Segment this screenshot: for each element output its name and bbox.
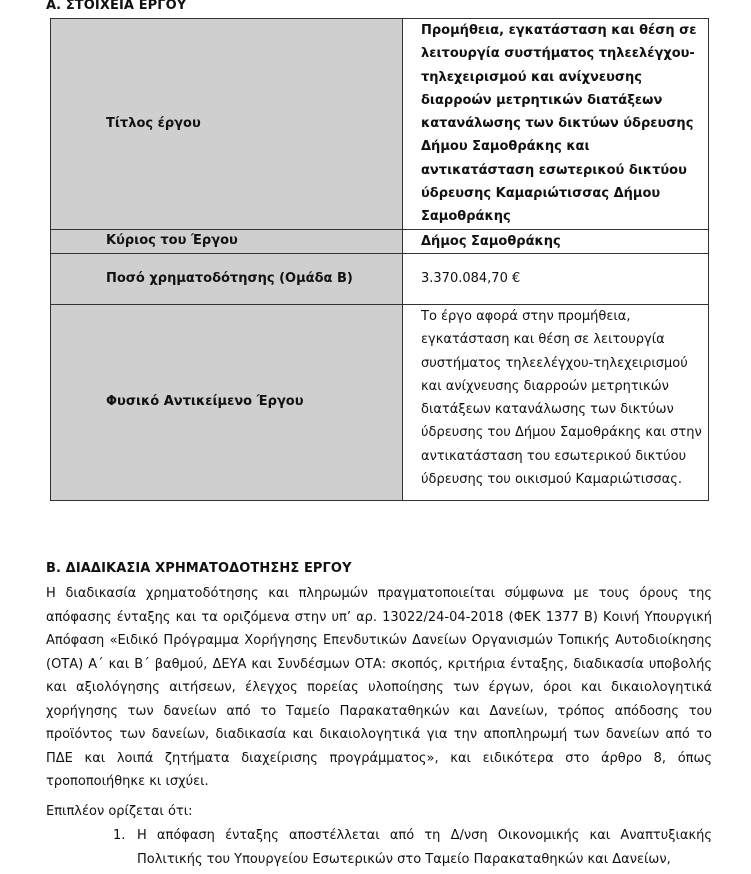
project-details-table (50, 18, 709, 501)
list-item-number: 1. (113, 828, 126, 843)
label-funding-amount: Ποσό χρηματοδότησης (Ομάδα Β) (51, 253, 403, 304)
label-physical-object: Φυσικό Αντικείμενο Έργου (51, 304, 403, 500)
list-item-text: Η απόφαση ένταξης αποστέλλεται από τη Δ/νση Οικονομικής και Αναπτυξιακής Πολιτικής του Υπουργείου Εσωτερικών στο Ταμείο Παρακαταθηκών και Δανείων, (137, 828, 712, 867)
table-row-physical-object (51, 304, 709, 500)
list-item (113, 824, 712, 871)
value-physical-object: Το έργο αφορά στην προμήθεια, εγκατάσταση και θέση σε λειτουργία συστήματος τηλεελέγχου-τηλεχειρισμού και ανίχνευσης διαρροών μετρητικών διατάξεων κατανάλωσης των δικτύων ύδρευσης του Δήμου Σαμοθράκης και στην αντικατάσταση του εσωτερικού δικτύου ύδρευσης του οικισμού Καμαριώτισσας. (403, 304, 709, 500)
additional-provisions-label: Επιπλέον ορίζεται ότι: (46, 804, 193, 819)
value-project-title: Προμήθεια, εγκατάσταση και θέση σε λειτουργία συστήματος τηλεελέγχου-τηλεχειρισμού και ανίχνευσης διαρροών μετρητικών διατάξεων κατανάλωσης των δικτύων ύδρευσης Δήμου Σαμοθράκης και αντικατάσταση εσωτερικού δικτύου ύδρευσης Καμαριώτισσας Δήμου Σαμοθράκης (403, 19, 709, 230)
label-project-title: Τίτλος έργου (51, 19, 403, 230)
table-row-funding (51, 253, 709, 304)
section-b-title: Β. ΔΙΑΔΙΚΑΣΙΑ ΧΡΗΜΑΤΟΔΟΤΗΣΗΣ ΕΡΓΟΥ (46, 561, 352, 576)
value-funding-amount: 3.370.084,70 € (403, 253, 709, 304)
funding-procedure-paragraph: Η διαδικασία χρηματοδότησης και πληρωμών πραγματοποιείται σύμφωνα με τους όρους της απόφασης ένταξης και τα οριζόμενα στην υπ’ αρ. 13022/24-04-2018 (ΦΕΚ 1377 Β) Κοινή Υπουργική Απόφαση «Ειδικό Πρόγραμμα Χορήγησης Επενδυτικών Δανείων Οργανισμών Τοπικής Αυτοδιοίκησης (ΟΤΑ) Α΄ και Β΄ βαθμού, ΔΕΥΑ και Συνδέσμων ΟΤΑ: σκοπός, κριτήρια ένταξης, διαδικασία υποβολής και αξιολόγησης αιτήσεων, έλεγχος πορείας υλοποίησης των έργων, όροι και δικαιολογητικά χορήγησης των δανείων από το Ταμείο Παρακαταθηκών και Δανείων, τρόπος απόδοσης του προϊόντος των δανείων, διαδικασία και δικαιολογητικά για την αποπληρωμή των δανείων από το ΠΔΕ και λοιπά ζητήματα διαχείρισης προγράμματος», και ειδικότερα στο άρθρο 8, όπως τροποποιήθηκε κι ισχύει. (46, 586, 712, 789)
value-project-owner: Δήμος Σαμοθράκης (403, 229, 709, 253)
table-row-title (51, 19, 709, 230)
label-project-owner: Κύριος του Έργου (51, 229, 403, 253)
section-a-title: Α. ΣΤΟΙΧΕΙΑ ΕΡΓΟΥ (46, 0, 187, 13)
table-row-owner (51, 229, 709, 253)
